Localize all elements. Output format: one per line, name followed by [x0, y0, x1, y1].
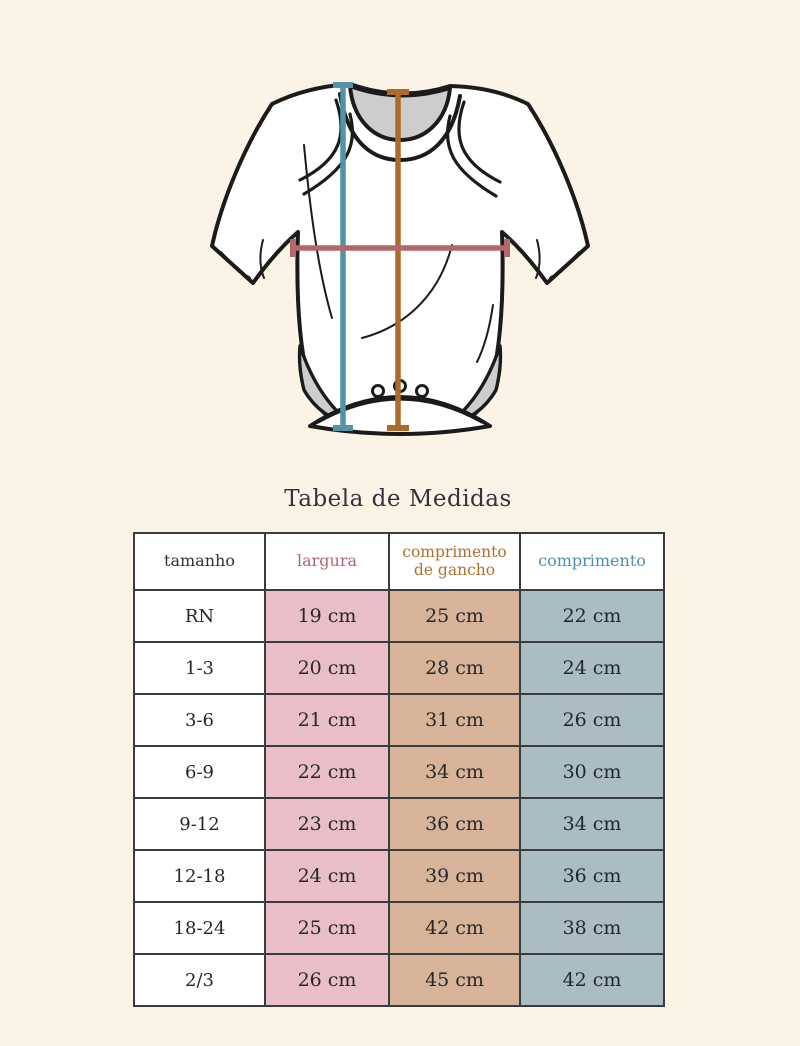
header-row [134, 533, 664, 590]
cell-comprimento: 26 cm [520, 694, 664, 746]
cell-tamanho: 6-9 [134, 746, 265, 798]
cell-gancho: 31 cm [389, 694, 520, 746]
cell-tamanho: 1-3 [134, 642, 265, 694]
measurements-table [133, 532, 665, 1007]
cell-gancho: 45 cm [389, 954, 520, 1006]
snap-button [417, 386, 428, 397]
cell-largura: 19 cm [265, 590, 389, 642]
header-tamanho: tamanho [134, 533, 265, 590]
cell-gancho: 39 cm [389, 850, 520, 902]
cell-comprimento: 22 cm [520, 590, 664, 642]
table-row [134, 798, 664, 850]
cell-gancho: 34 cm [389, 746, 520, 798]
cell-comprimento: 24 cm [520, 642, 664, 694]
cell-comprimento: 38 cm [520, 902, 664, 954]
table-row [134, 590, 664, 642]
header-largura: largura [265, 533, 389, 590]
snap-button [373, 386, 384, 397]
cell-tamanho: RN [134, 590, 265, 642]
cell-comprimento: 34 cm [520, 798, 664, 850]
cell-gancho: 25 cm [389, 590, 520, 642]
cell-tamanho: 2/3 [134, 954, 265, 1006]
bodysuit-measurement-diagram [200, 50, 600, 450]
table-row [134, 902, 664, 954]
header-comprimento-de-gancho: comprimento de gancho [389, 533, 520, 590]
table-row [134, 746, 664, 798]
cell-largura: 24 cm [265, 850, 389, 902]
cell-tamanho: 18-24 [134, 902, 265, 954]
cell-tamanho: 3-6 [134, 694, 265, 746]
cell-comprimento: 42 cm [520, 954, 664, 1006]
cell-largura: 25 cm [265, 902, 389, 954]
cell-largura: 26 cm [265, 954, 389, 1006]
cell-tamanho: 12-18 [134, 850, 265, 902]
cell-gancho: 28 cm [389, 642, 520, 694]
table-title: Tabela de Medidas [284, 486, 512, 512]
table-row [134, 642, 664, 694]
header-comprimento: comprimento [520, 533, 664, 590]
table-row [134, 954, 664, 1006]
cell-largura: 21 cm [265, 694, 389, 746]
cell-comprimento: 36 cm [520, 850, 664, 902]
cell-largura: 23 cm [265, 798, 389, 850]
cell-tamanho: 9-12 [134, 798, 265, 850]
table-row [134, 850, 664, 902]
cell-comprimento: 30 cm [520, 746, 664, 798]
cell-gancho: 36 cm [389, 798, 520, 850]
cell-largura: 22 cm [265, 746, 389, 798]
table-row [134, 694, 664, 746]
cell-gancho: 42 cm [389, 902, 520, 954]
cell-largura: 20 cm [265, 642, 389, 694]
